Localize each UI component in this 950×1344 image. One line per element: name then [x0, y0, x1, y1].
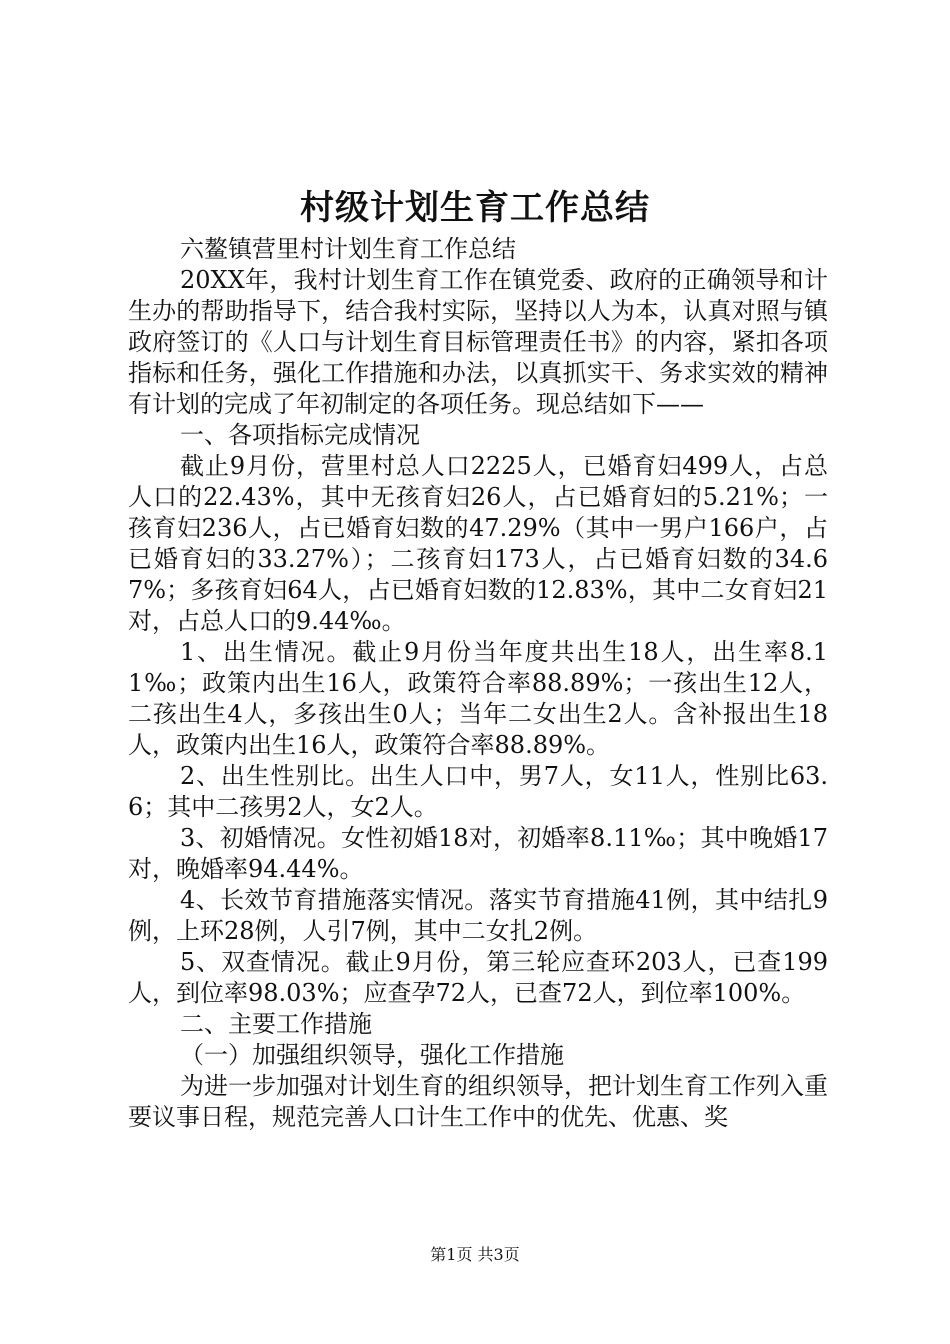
paragraph-measures: 为进一步加强对计划生育的组织领导，把计划生育工作列入重要议事日程，规范完善人口计生工作中的优先、优惠、奖 [128, 1072, 828, 1131]
page-footer: 第1页 共3页 [430, 1245, 520, 1264]
subsection-heading-1: （一）加强组织领导，强化工作措施 [180, 1041, 564, 1069]
document-body [128, 234, 828, 1133]
paragraph-marriage: 3、初婚情况。女性初婚18对，初婚率8.11‰；其中晚婚17对，晚婚率94.44%。 [128, 824, 828, 883]
paragraph-indicators: 截止9月份，营里村总人口2225人，已婚育妇499人，占总人口的22.43%，其中无孩育妇26人，占已婚育妇的5.21%；一孩育妇236人，占已婚育妇数的47.29%（其中一男户166户，占已婚育妇的33.27%）；二孩育妇173人，占已婚育妇数的34.67%；多孩育妇64人，占已婚育妇数的12.83%，其中二女育妇21对，占总人口的9.44‰。 [128, 452, 828, 635]
paragraph-births: 1、出生情况。截止9月份当年度共出生18人，出生率8.11‰；政策内出生16人，政策符合率88.89%；一孩出生12人，二孩出生4人，多孩出生0人；当年二女出生2人。含补报出生18人，政策内出生16人，政策符合率88.89%。 [128, 638, 828, 759]
paragraph-sex-ratio: 2、出生性别比。出生人口中，男7人，女11人，性别比63.6；其中二孩男2人，女2人。 [128, 762, 828, 821]
paragraph-subtitle: 六鳌镇营里村计划生育工作总结 [180, 235, 516, 263]
paragraph-checks: 5、双查情况。截止9月份，第三轮应查环203人，已查199人，到位率98.03%；应查孕72人，已查72人，到位率100%。 [128, 948, 828, 1007]
section-heading-1: 一、各项指标完成情况 [180, 421, 420, 449]
paragraph-intro: 20XX年，我村计划生育工作在镇党委、政府的正确领导和计生办的帮助指导下，结合我村实际，坚持以人为本，认真对照与镇政府签订的《人口与计划生育目标管理责任书》的内容，紧扣各项指标和任务，强化工作措施和办法，以真抓实干、务求实效的精神有计划的完成了年初制定的各项任务。现总结如下—— [128, 266, 828, 418]
document-title: 村级计划生育工作总结 [300, 188, 650, 228]
section-heading-2: 二、主要工作措施 [180, 1010, 372, 1038]
paragraph-contraception: 4、长效节育措施落实情况。落实节育措施41例，其中结扎9例，上环28例，人引7例，其中二女扎2例。 [128, 886, 828, 945]
